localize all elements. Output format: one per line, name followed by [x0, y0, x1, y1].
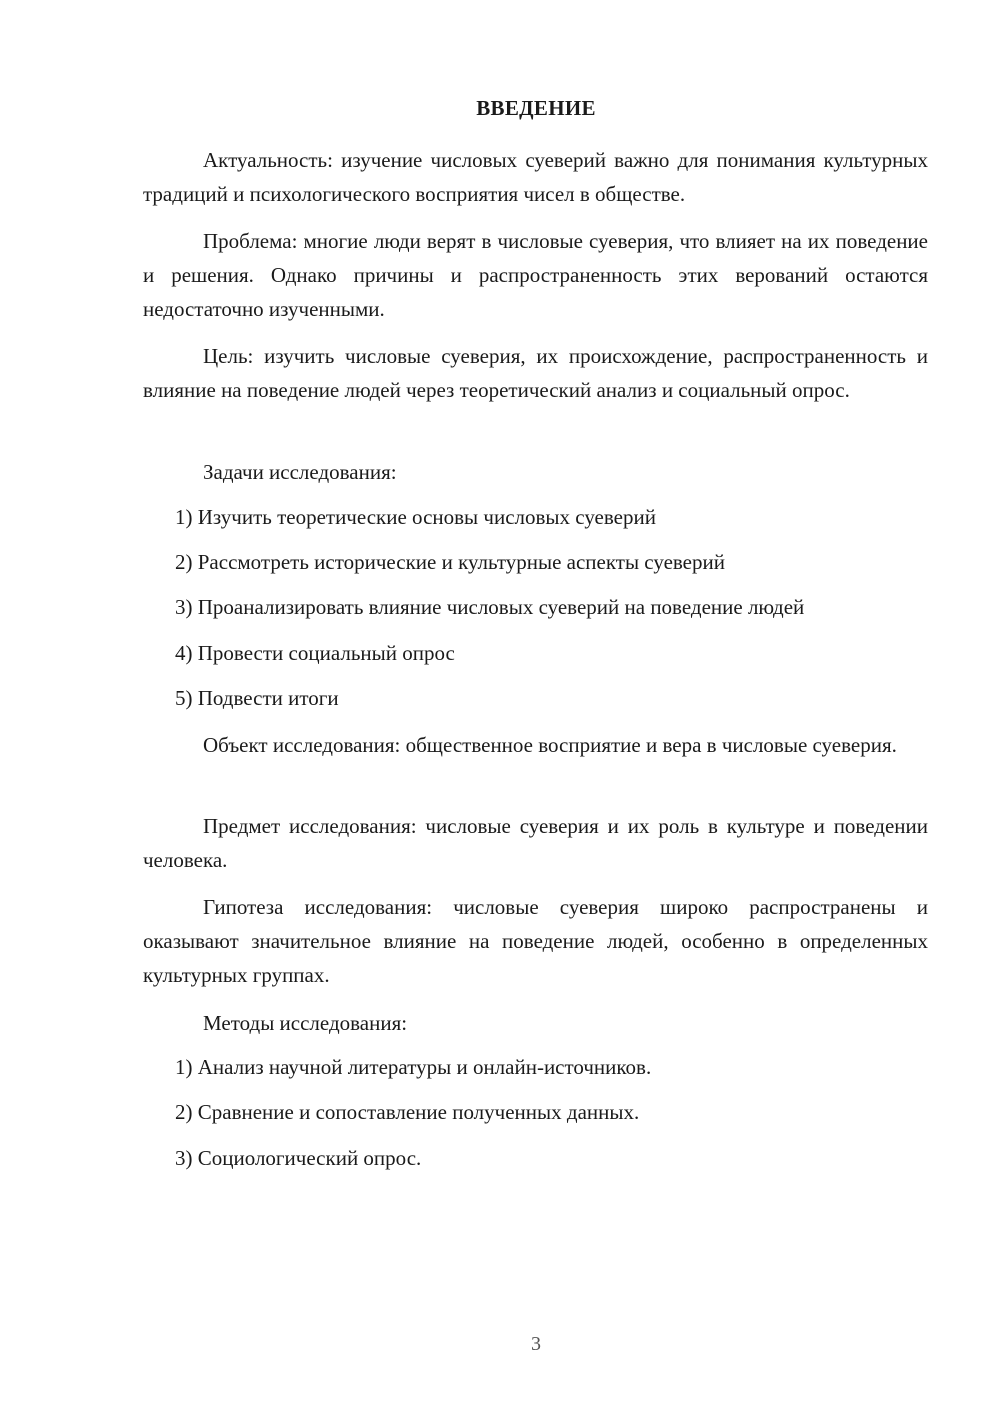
page-number: 3: [531, 1333, 541, 1355]
method-item: 3) Социологический опрос.: [175, 1146, 422, 1170]
goal-paragraph: Цель: изучить числовые суеверия, их происхождение, распространенность и влияние на поведение людей через теоретический анализ и социальный опрос.: [143, 344, 928, 402]
method-item: 2) Сравнение и сопоставление полученных данных.: [175, 1100, 640, 1124]
task-item: 5) Подвести итоги: [175, 686, 339, 710]
relevance-paragraph: Актуальность: изучение числовых суеверий важно для понимания культурных традиций и психологического восприятия чисел в обществе.: [143, 148, 928, 206]
methods-heading: Методы исследования:: [203, 1011, 408, 1035]
problem-paragraph: Проблема: многие люди верят в числовые суеверия, что влияет на их поведение и решения. Однако причины и распространенность этих верований остаются недостаточно изученными.: [143, 229, 928, 321]
method-item: 1) Анализ научной литературы и онлайн-источников.: [175, 1055, 652, 1079]
hypothesis-paragraph: Гипотеза исследования: числовые суеверия широко распространены и оказывают значительное влияние на поведение людей, особенно в определенных культурных группах.: [143, 895, 928, 987]
task-item: 1) Изучить теоретические основы числовых суеверий: [175, 505, 656, 529]
tasks-heading: Задачи исследования:: [203, 460, 397, 484]
page-title: ВВЕДЕНИЕ: [476, 96, 596, 120]
subject-paragraph: Предмет исследования: числовые суеверия и их роль в культуре и поведении человека.: [143, 814, 928, 872]
task-item: 2) Рассмотреть исторические и культурные аспекты суеверий: [175, 550, 725, 574]
object-paragraph: Объект исследования: общественное восприятие и вера в числовые суеверия.: [203, 733, 897, 757]
task-item: 4) Провести социальный опрос: [175, 641, 455, 665]
task-item: 3) Проанализировать влияние числовых суеверий на поведение людей: [175, 595, 805, 619]
